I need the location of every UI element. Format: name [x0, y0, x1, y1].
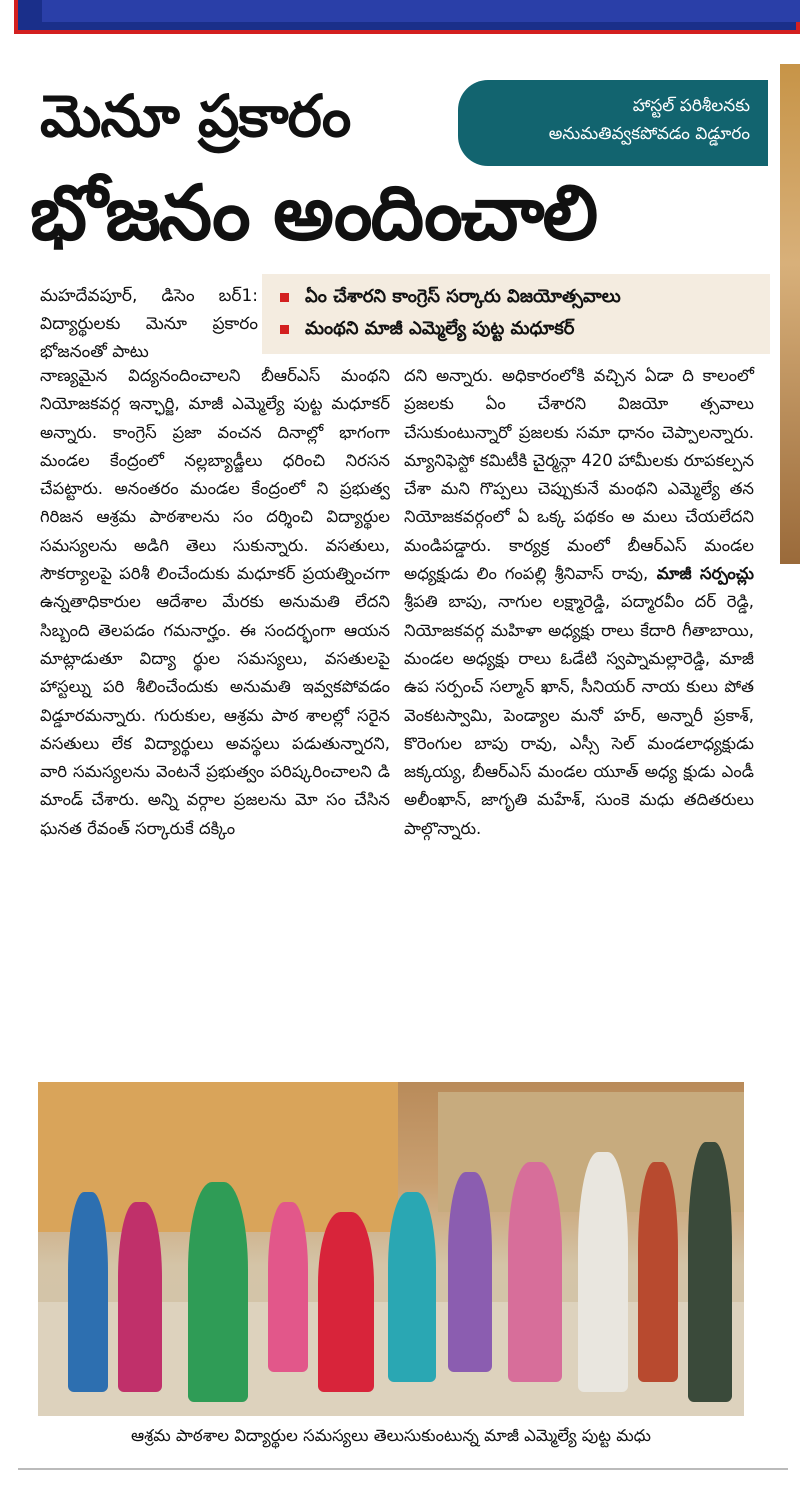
- photo-person: [638, 1162, 678, 1382]
- tagline-line2: అనుమతివ్వకపోవడం విడ్డూరం: [548, 124, 750, 144]
- masthead-bar: [14, 0, 800, 34]
- photo-caption: ఆశ్రమ పాఠశాల విద్యార్థుల సమస్యలు తెలుసుకుంటున్న మాజీ ఎమ్మెల్యే పుట్ట మధు: [130, 1426, 652, 1445]
- news-photo: [38, 1082, 744, 1416]
- body-column-left: నాణ్యమైన విద్యనందించాలని బీఆర్ఎస్ మంథని నియోజకవర్గ ఇన్ఛార్జి, మాజీ ఎమ్మెల్యే పుట్ట మధూకర్ అన్నారు. కాంగ్రెస్ ప్రజా వంచన దినాల్లో భాగంగా మండల కేంద్రంలో నల్లబ్యాడ్జీలు ధరించి నిరసన చేపట్టారు. అనంతరం మండల కేంద్రంలో ని ప్రభుత్వ గిరిజన ఆశ్రమ పాఠశాలను సం దర్శించి విద్యార్థుల సమస్యలను అడిగి తెలు సుకున్నారు. వసతులు, సౌకర్యాలపై పరిశీ లించేందుకు మధూకర్ ప్రయత్నించగా ఉన్నతాధికారుల ఆదేశాల మేరకు అనుమతి లేదని సిబ్బంది తెలపడం గమనార్హం. ఈ సందర్భంగా ఆయన మాట్లాడుతూ విద్యా ర్థుల సమస్యలు, వసతులపై హాస్టల్ను పరి శీలించేందుకు అనుమతి ఇవ్వకపోవడం విడ్డూరమన్నారు. గురుకుల, ఆశ్రమ పాఠ శాలల్లో సరైన వసతులు లేక విద్యార్థులు అవస్థలు పడుతున్నారని, వారి సమస్యలను వెంటనే ప్రభుత్వం పరిష్కరించాలని డి మాండ్ చేశారు. అన్ని వర్గాల ప్రజలను మో సం చేసిన ఘనత రేవంత్ సర్కారుకే దక్కిం: [40, 366, 390, 838]
- body-text: దని అన్నారు. అధికారంలోకి వచ్చిన ఏడా ది కాలంలో ప్రజలకు ఏం చేశారని విజయో త్సవాలు చేసుకుంటున్నారో ప్రజలకు సమా ధానం చెప్పాలన్నారు. మ్యానిఫెస్టో కమిటీకి చైర్మన్గా 420 హామీలకు రూపకల్పన చేశా మని గొప్పలు చెప్పుకునే మంథని ఎమ్మెల్యే తన నియోజకవర్గంలో ఏ ఒక్క పథకం అ మలు చేయలేదని మండిపడ్డారు. కార్యక్ర మంలో బీఆర్ఎస్ మండల అధ్యక్షుడు లిం గంపల్లి శ్రీనివాస్ రావు,: [404, 366, 754, 584]
- photo-person: [448, 1172, 492, 1372]
- highlight-item: [280, 286, 621, 311]
- headline-line1: మెనూ ప్రకారం: [40, 82, 351, 150]
- intro-paragraph: మహదేవపూర్, డిసెం బర్1: విద్యార్థులకు మెనూ ప్రకారం భోజనంతో పాటు: [40, 286, 258, 362]
- body-bold-text: మాజీ సర్పంచ్లు: [648, 564, 754, 584]
- headline-line2: భోజనం అందించాలి: [30, 168, 597, 257]
- bullet-square-icon: [280, 325, 289, 334]
- highlights-box: [262, 274, 770, 354]
- tagline-box: [458, 80, 768, 166]
- body-column-right: [404, 362, 754, 843]
- bullet-square-icon: [280, 293, 289, 302]
- photo-person: [508, 1162, 562, 1382]
- photo-person: [268, 1202, 308, 1372]
- photo-person: [578, 1152, 628, 1392]
- photo-person: [188, 1182, 248, 1402]
- masthead-inner: [42, 0, 800, 22]
- adjacent-photo-strip: [780, 64, 800, 564]
- photo-person: [68, 1192, 108, 1392]
- photo-person: [318, 1212, 374, 1392]
- tagline-line1: హాస్టల్ పరిశీలనకు: [632, 96, 750, 116]
- photo-person: [388, 1192, 436, 1382]
- highlight-item: [280, 318, 574, 343]
- highlight-text: మంథని మాజీ ఎమ్మెల్యే పుట్ట మధూకర్: [305, 318, 575, 339]
- highlight-text: ఏం చేశారని కాంగ్రెస్ సర్కారు విజయోత్సవాలు: [305, 286, 621, 307]
- photo-person: [688, 1142, 732, 1402]
- photo-person: [118, 1202, 162, 1392]
- body-text: శ్రీపతి బాపు, నాగుల లక్ష్మారెడ్డి, పద్మారవీం దర్ రెడ్డి, నియోజకవర్గ మహిళా అధ్యక్షు రాలు కేదారి గీతాబాయి, మండల అధ్యక్షు రాలు ఓడేటి స్వప్నామల్లారెడ్డి, మాజీ ఉప సర్పంచ్ సల్మాన్ ఖాన్, సీనియర్ నాయ కులు పోత వెంకటస్వామి, పెండ్యాల మనో హర్, అన్నారీ ప్రకాశ్, కొరెంగుల బాపు రావు, ఎస్సీ సెల్ మండలాధ్యక్షుడు జక్కయ్య, బీఆర్ఎస్ మండల యూత్ అధ్య క్షుడు ఎండీ అలీంఖాన్, జాగృతి మహేశ్, సుంకె మధు తదితరులు పాల్గొన్నారు.: [404, 592, 754, 838]
- bottom-divider: [18, 1468, 788, 1470]
